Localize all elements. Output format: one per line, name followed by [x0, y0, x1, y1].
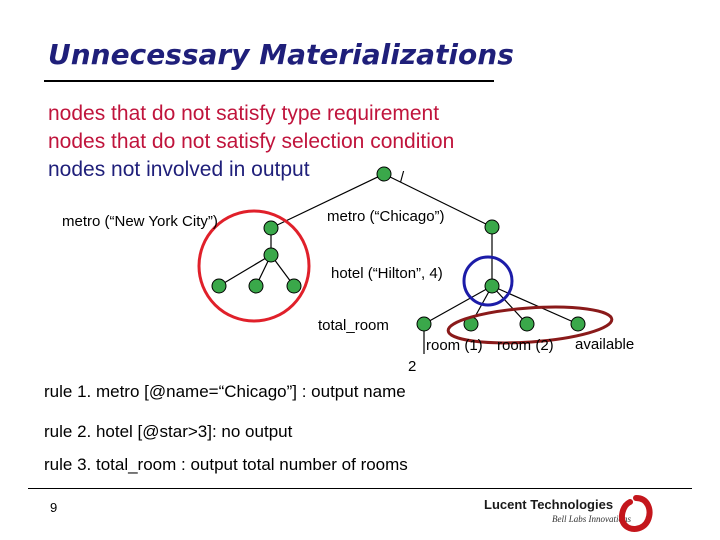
- node-room-2: [520, 317, 534, 331]
- logo-text: Lucent Technologies: [484, 497, 614, 512]
- bullet-selection-condition: nodes that do not satisfy selection condition: [48, 130, 455, 153]
- node-ny-leaf-3: [287, 279, 301, 293]
- label-room-1: room (1): [426, 337, 483, 354]
- logo-subtext: Bell Labs Innovations: [552, 514, 631, 524]
- node-root: [377, 167, 391, 181]
- innovation-ring-icon: [618, 494, 654, 534]
- label-root: /: [400, 169, 405, 186]
- page-number: 9: [50, 500, 58, 515]
- rule-3: rule 3. total_room : output total number of rooms: [44, 455, 408, 474]
- node-ny-child: [264, 248, 278, 262]
- node-available: [571, 317, 585, 331]
- edge-hotel-available: [492, 286, 578, 324]
- node-metro-ny: [264, 221, 278, 235]
- slide-title: Unnecessary Materializations: [48, 38, 514, 71]
- rule-2: rule 2. hotel [@star>3]: no output: [44, 422, 293, 441]
- lucent-logo: [484, 494, 660, 534]
- bullet-not-in-output: nodes not involved in output: [48, 158, 310, 181]
- label-metro-chicago: metro (“Chicago”): [327, 208, 445, 225]
- node-ny-leaf-1: [212, 279, 226, 293]
- node-total-room: [417, 317, 431, 331]
- rule-1: rule 1. metro [@name=“Chicago”] : output name: [44, 382, 406, 401]
- label-count: 2: [408, 358, 417, 375]
- label-hotel: hotel (“Hilton”, 4): [331, 265, 443, 282]
- tree-nodes: [212, 167, 585, 331]
- label-total-room: total_room: [318, 317, 389, 334]
- label-available: available: [575, 336, 635, 353]
- node-hotel: [485, 279, 499, 293]
- node-ny-leaf-2: [249, 279, 263, 293]
- footer-divider: [28, 488, 692, 489]
- bullet-type-requirement: nodes that do not satisfy type requirement: [48, 102, 440, 125]
- node-metro-chicago: [485, 220, 499, 234]
- label-metro-ny: metro (“New York City”): [62, 213, 218, 230]
- label-room-2: room (2): [497, 337, 554, 354]
